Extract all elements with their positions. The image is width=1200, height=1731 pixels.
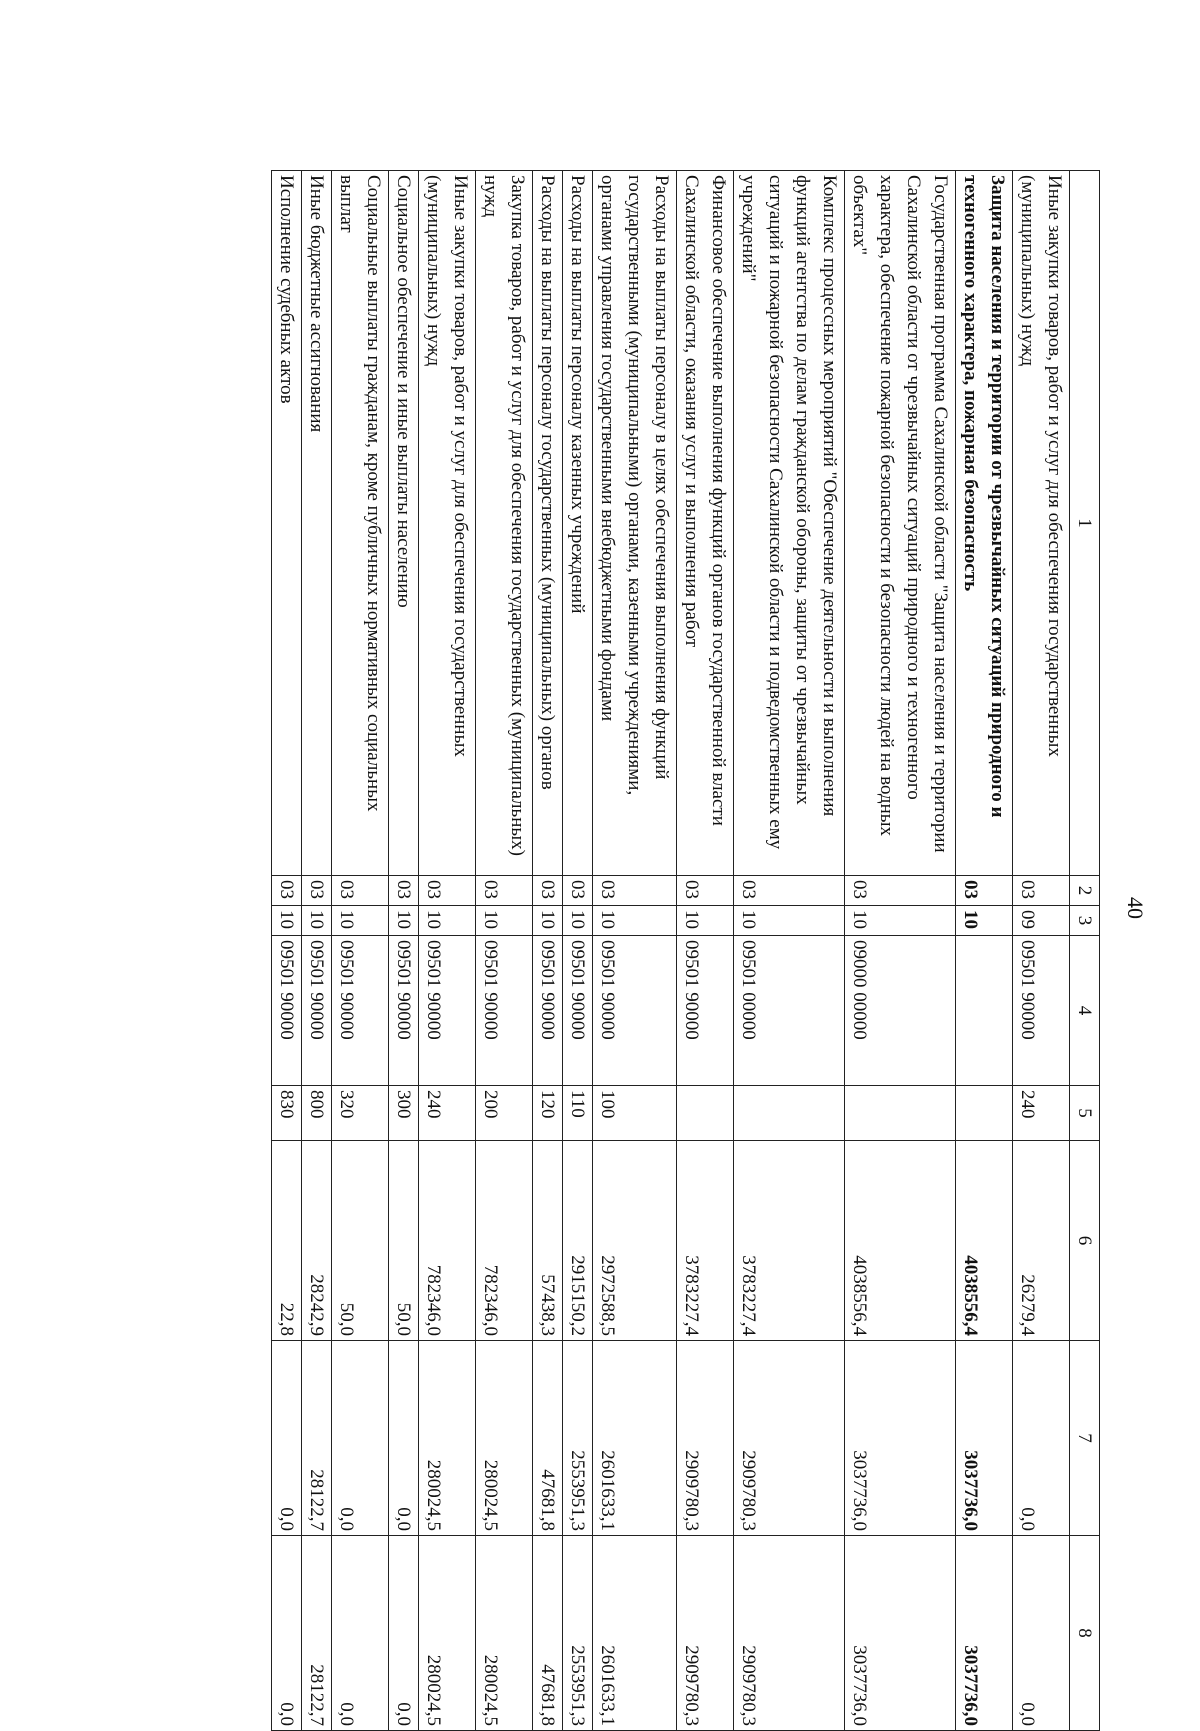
row-amount-col8: 280024,5 <box>419 1536 476 1731</box>
row-amount-col8: 2909780,3 <box>734 1536 845 1731</box>
row-amount-col7: 2909780,3 <box>734 1341 845 1536</box>
row-section: 03 <box>593 876 677 906</box>
row-amount-col8: 28122,7 <box>302 1536 332 1731</box>
row-section: 03 <box>476 876 533 906</box>
row-section: 03 <box>956 876 1013 906</box>
row-expense-type: 800 <box>302 1086 332 1141</box>
row-subsection: 10 <box>845 906 956 936</box>
row-name: Иные бюджетные ассигнования <box>302 171 332 876</box>
row-amount-col7: 280024,5 <box>419 1341 476 1536</box>
budget-table-sheet <box>85 170 1100 1730</box>
table-row <box>734 171 845 1731</box>
row-amount-col7: 3037736,0 <box>845 1341 956 1536</box>
row-name: Исполнение судебных актов <box>272 171 302 876</box>
row-amount-col8: 0,0 <box>1013 1536 1070 1731</box>
row-amount-col8: 0,0 <box>332 1536 389 1731</box>
row-amount-col6: 3783227,4 <box>677 1141 734 1341</box>
row-name: Расходы на выплаты персоналу государственных (муниципальных) органов <box>533 171 563 876</box>
row-subsection: 09 <box>1013 906 1070 936</box>
row-subsection: 10 <box>593 906 677 936</box>
row-expense-type: 240 <box>1013 1086 1070 1141</box>
row-expense-type <box>956 1086 1013 1141</box>
row-amount-col8: 47681,8 <box>533 1536 563 1731</box>
table-row <box>1013 171 1070 1731</box>
row-amount-col7: 47681,8 <box>533 1341 563 1536</box>
row-expense-type: 300 <box>389 1086 419 1141</box>
table-row <box>845 171 956 1731</box>
row-target-item: 09501 90000 <box>563 936 593 1086</box>
row-amount-col6: 22,8 <box>272 1141 302 1341</box>
row-section: 03 <box>677 876 734 906</box>
header-col-6: 6 <box>1070 1141 1100 1341</box>
row-amount-col6: 4038556,4 <box>845 1141 956 1341</box>
row-name: Закупка товаров, работ и услуг для обеспечения государственных (муниципальных) нужд <box>476 171 533 876</box>
row-amount-col6: 57438,3 <box>533 1141 563 1341</box>
row-section: 03 <box>302 876 332 906</box>
row-section: 03 <box>272 876 302 906</box>
row-target-item: 09501 90000 <box>389 936 419 1086</box>
table-row <box>332 171 389 1731</box>
table-row <box>419 171 476 1731</box>
row-target-item: 09501 90000 <box>419 936 476 1086</box>
row-target-item <box>956 936 1013 1086</box>
row-amount-col7: 0,0 <box>332 1341 389 1536</box>
row-expense-type: 830 <box>272 1086 302 1141</box>
row-target-item: 09501 90000 <box>302 936 332 1086</box>
row-subsection: 10 <box>734 906 845 936</box>
header-col-1: 1 <box>1070 171 1100 876</box>
row-subsection: 10 <box>302 906 332 936</box>
row-amount-col7: 0,0 <box>1013 1341 1070 1536</box>
row-section: 03 <box>533 876 563 906</box>
row-amount-col6: 50,0 <box>332 1141 389 1341</box>
row-amount-col7: 2909780,3 <box>677 1341 734 1536</box>
page-number: 40 <box>1123 897 1148 919</box>
row-subsection: 10 <box>677 906 734 936</box>
header-col-4: 4 <box>1070 936 1100 1086</box>
row-amount-col7: 3037736,0 <box>956 1341 1013 1536</box>
row-section: 03 <box>419 876 476 906</box>
row-name: Социальное обеспечение и иные выплаты населению <box>389 171 419 876</box>
row-target-item: 09501 90000 <box>593 936 677 1086</box>
row-amount-col6: 50,0 <box>389 1141 419 1341</box>
row-expense-type: 100 <box>593 1086 677 1141</box>
row-name: Комплекс процессных мероприятий "Обеспечение деятельности и выполнения функций агентства по делам гражданской обороны, защиты от чрезвычайных ситуаций и пожарной безопасности Сахалинской области и подведомственных ему учреждений" <box>734 171 845 876</box>
row-subsection: 10 <box>272 906 302 936</box>
row-amount-col8: 0,0 <box>272 1536 302 1731</box>
row-amount-col6: 782346,0 <box>476 1141 533 1341</box>
row-expense-type <box>734 1086 845 1141</box>
row-target-item: 09501 90000 <box>332 936 389 1086</box>
budget-table <box>271 170 1100 1731</box>
row-subsection: 10 <box>563 906 593 936</box>
row-expense-type <box>677 1086 734 1141</box>
header-col-7: 7 <box>1070 1341 1100 1536</box>
row-amount-col6: 2915150,2 <box>563 1141 593 1341</box>
row-amount-col7: 0,0 <box>389 1341 419 1536</box>
row-name: Иные закупки товаров, работ и услуг для обеспечения государственных (муниципальных) нужд <box>419 171 476 876</box>
row-subsection: 10 <box>419 906 476 936</box>
table-row <box>956 171 1013 1731</box>
table-row <box>533 171 563 1731</box>
row-subsection: 10 <box>476 906 533 936</box>
row-expense-type: 200 <box>476 1086 533 1141</box>
row-subsection: 10 <box>956 906 1013 936</box>
row-target-item: 09501 00000 <box>734 936 845 1086</box>
row-amount-col8: 280024,5 <box>476 1536 533 1731</box>
row-amount-col8: 3037736,0 <box>956 1536 1013 1731</box>
row-amount-col6: 782346,0 <box>419 1141 476 1341</box>
header-col-3: 3 <box>1070 906 1100 936</box>
row-target-item: 09501 90000 <box>533 936 563 1086</box>
row-amount-col8: 0,0 <box>389 1536 419 1731</box>
row-amount-col8: 2909780,3 <box>677 1536 734 1731</box>
row-amount-col6: 26279,4 <box>1013 1141 1070 1341</box>
row-amount-col6: 28242,9 <box>302 1141 332 1341</box>
row-name: Расходы на выплаты персоналу казенных учреждений <box>563 171 593 876</box>
row-amount-col8: 2601633,1 <box>593 1536 677 1731</box>
row-amount-col7: 2553951,3 <box>563 1341 593 1536</box>
row-amount-col7: 0,0 <box>272 1341 302 1536</box>
header-col-8: 8 <box>1070 1536 1100 1731</box>
row-target-item: 09000 00000 <box>845 936 956 1086</box>
row-section: 03 <box>845 876 956 906</box>
row-name: Иные закупки товаров, работ и услуг для обеспечения государственных (муниципальных) нужд <box>1013 171 1070 876</box>
row-name: Социальные выплаты гражданам, кроме публичных нормативных социальных выплат <box>332 171 389 876</box>
header-col-5: 5 <box>1070 1086 1100 1141</box>
row-target-item: 09501 90000 <box>1013 936 1070 1086</box>
row-amount-col8: 3037736,0 <box>845 1536 956 1731</box>
row-name: Защита населения и территории от чрезвычайных ситуаций природного и техногенного характера, пожарная безопасность <box>956 171 1013 876</box>
table-row <box>677 171 734 1731</box>
row-section: 03 <box>332 876 389 906</box>
row-expense-type <box>845 1086 956 1141</box>
row-expense-type: 320 <box>332 1086 389 1141</box>
header-col-2: 2 <box>1070 876 1100 906</box>
row-target-item: 09501 90000 <box>476 936 533 1086</box>
row-section: 03 <box>1013 876 1070 906</box>
row-amount-col6: 4038556,4 <box>956 1141 1013 1341</box>
row-section: 03 <box>734 876 845 906</box>
row-target-item: 09501 90000 <box>677 936 734 1086</box>
table-header-row <box>1070 171 1100 1731</box>
row-amount-col7: 280024,5 <box>476 1341 533 1536</box>
row-expense-type: 240 <box>419 1086 476 1141</box>
row-section: 03 <box>389 876 419 906</box>
row-subsection: 10 <box>389 906 419 936</box>
row-name: Государственная программа Сахалинской области "Защита населения и территории Сахалинской области от чрезвычайных ситуаций природного и техногенного характера, обеспечение пожарной безопасности и безопасности людей на водных объектах" <box>845 171 956 876</box>
row-name: Расходы на выплаты персоналу в целях обеспечения выполнения функций государственными (муниципальными) органами, казенными учреждениями, органами управления государственными внебюджетными фондами <box>593 171 677 876</box>
table-row <box>476 171 533 1731</box>
table-row <box>272 171 302 1731</box>
row-amount-col8: 2553951,3 <box>563 1536 593 1731</box>
row-expense-type: 110 <box>563 1086 593 1141</box>
row-subsection: 10 <box>533 906 563 936</box>
table-row <box>563 171 593 1731</box>
row-target-item: 09501 90000 <box>272 936 302 1086</box>
row-amount-col7: 28122,7 <box>302 1341 332 1536</box>
row-expense-type: 120 <box>533 1086 563 1141</box>
table-row <box>593 171 677 1731</box>
row-amount-col6: 2972588,5 <box>593 1141 677 1341</box>
table-row <box>302 171 332 1731</box>
row-section: 03 <box>563 876 593 906</box>
row-amount-col6: 3783227,4 <box>734 1141 845 1341</box>
table-row <box>389 171 419 1731</box>
row-name: Финансовое обеспечение выполнения функций органов государственной власти Сахалинской области, оказания услуг и выполнения работ <box>677 171 734 876</box>
row-amount-col7: 2601633,1 <box>593 1341 677 1536</box>
row-subsection: 10 <box>332 906 389 936</box>
